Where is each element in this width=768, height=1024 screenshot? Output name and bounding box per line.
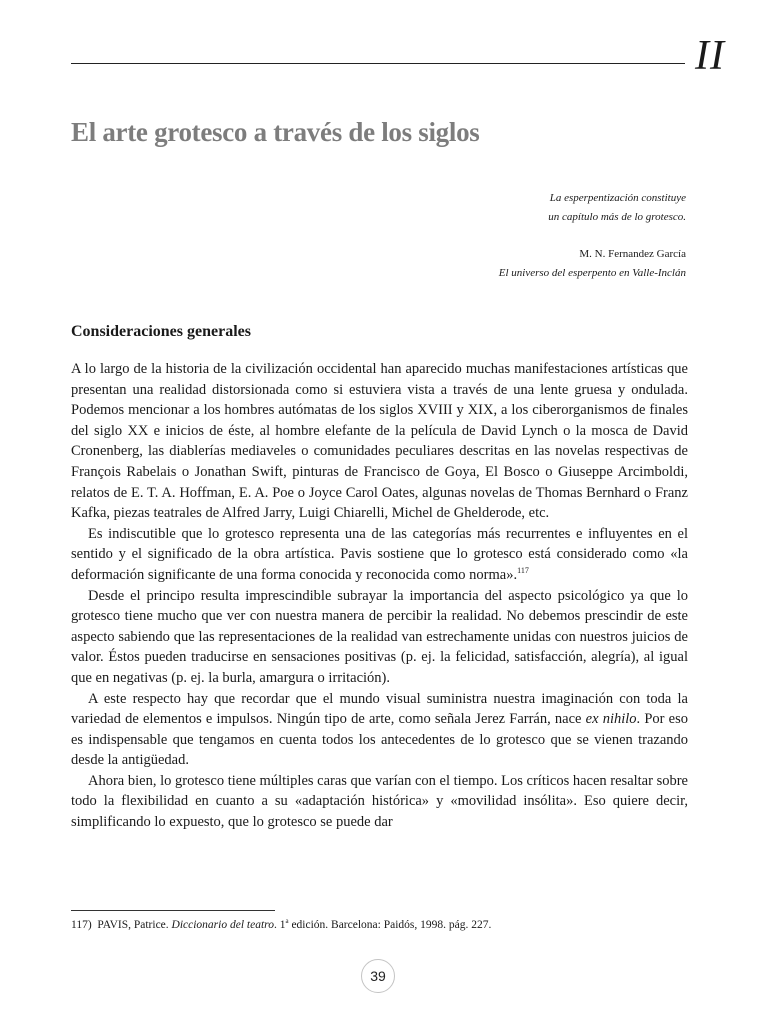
chapter-number: II	[695, 33, 725, 79]
latin-phrase: ex nihilo	[585, 711, 637, 728]
paragraph-5: Ahora bien, lo grotesco tiene múltiples caras que varían con el tiempo. Los críticos hacen resaltar sobre todo la flexibilidad en cuanto a su «adaptación histórica» y «movilidad insólita». Eso quiere decir, simplificando lo expuesto, que lo grotesco se puede dar	[71, 772, 688, 831]
footnote-author: PAVIS, Patrice.	[97, 919, 169, 931]
footnote-ref-117[interactable]: 117	[517, 566, 529, 576]
paragraph-4	[71, 689, 688, 771]
paragraph-2	[71, 524, 688, 586]
footnote-marker: 117)	[71, 919, 92, 931]
paragraph-4-text-start: A este respecto hay que recordar que el mundo visual suministra nuestra imaginación con toda la variedad de elementos e impulsos. Ningún tipo de arte, como señala Jerez Farrán, nace	[71, 690, 688, 728]
header-rule	[71, 63, 685, 64]
footnote-rule	[71, 910, 275, 911]
page-number: 39	[361, 959, 395, 993]
paragraph-4-text-end: . Por eso es indispensable que tengamos en cuenta todos los antecedentes de lo grotesco que se vienen trazando desde la antigüedad.	[71, 711, 688, 769]
epigraph-quote-line-2: un capítulo más de lo grotesco.	[548, 211, 686, 223]
footnote-edition-number: . 1	[273, 919, 286, 931]
epigraph-source: El universo del esperpento en Valle-Inclán	[498, 267, 686, 279]
paragraph-1: A lo largo de la historia de la civilización occidental han aparecido muchas manifestaciones artísticas que presentan una realidad distorsionada como si estuviera vista a través de una lente gruesa y ondulada. Podemos mencionar a los hombres autómatas de los siglos XVIII y XIX, a los ciberorganismos de finales del siglo XX e inicios de éste, al hombre elefante de la película de David Lynch o la mosca de David Cronenberg, las diablerías mediaveles o comunidades peculiares descritas en las novelas respectivas de François Rabelais o Jonathan Swift, pinturas de Francisco de Goya, El Bosco o Giuseppe Arcimboldi, relatos de E. T. A. Hoffman, E. A. Poe o Joyce Carol Oates, algunas novelas de Thomas Bernhard o Franz Kafka, piezas teatrales de Alfred Jarry, Luigi Chiarelli, Michel de Ghelderode, etc.	[71, 361, 688, 522]
epigraph-author: M. N. Fernandez García	[579, 248, 686, 260]
footnote-117	[71, 917, 688, 933]
footnote-edition-superscript: a	[285, 917, 289, 926]
paragraph-3: Desde el principo resulta imprescindible subrayar la importancia del aspecto psicológico ya que lo grotesco tiene mucho que ver con nuestra manera de percibir la realidad. No debemos prescindir de este aspecto sabiendo que las representaciones de la realidad van estrechamente unidas con nuestros juicios de valor. Éstos pueden traducirse en sensaciones positivas (p. ej. la felicidad, satisfacción, alegría), al igual que en negativas (p. ej. la burla, amargura o irritación).	[71, 587, 688, 686]
epigraph-quote-line-1: La esperpentización constituye	[549, 192, 686, 204]
section-heading: Consideraciones generales	[71, 323, 251, 340]
footnote-title: Diccionario del teatro	[171, 919, 274, 931]
epigraph	[286, 189, 686, 283]
paragraph-2-text: Es indiscutible que lo grotesco representa una de las categorías más recurrentes e influyentes en el sentido y el significado de la obra artística. Pavis sostiene que lo grotesco está considerado como «la deformación significante de una forma conocida y reconocida como norma».	[71, 525, 688, 583]
body-text	[71, 359, 688, 833]
chapter-title: El arte grotesco a través de los siglos	[71, 117, 480, 147]
footnote-rest: edición. Barcelona: Paidós, 1998. pág. 227.	[288, 919, 492, 931]
